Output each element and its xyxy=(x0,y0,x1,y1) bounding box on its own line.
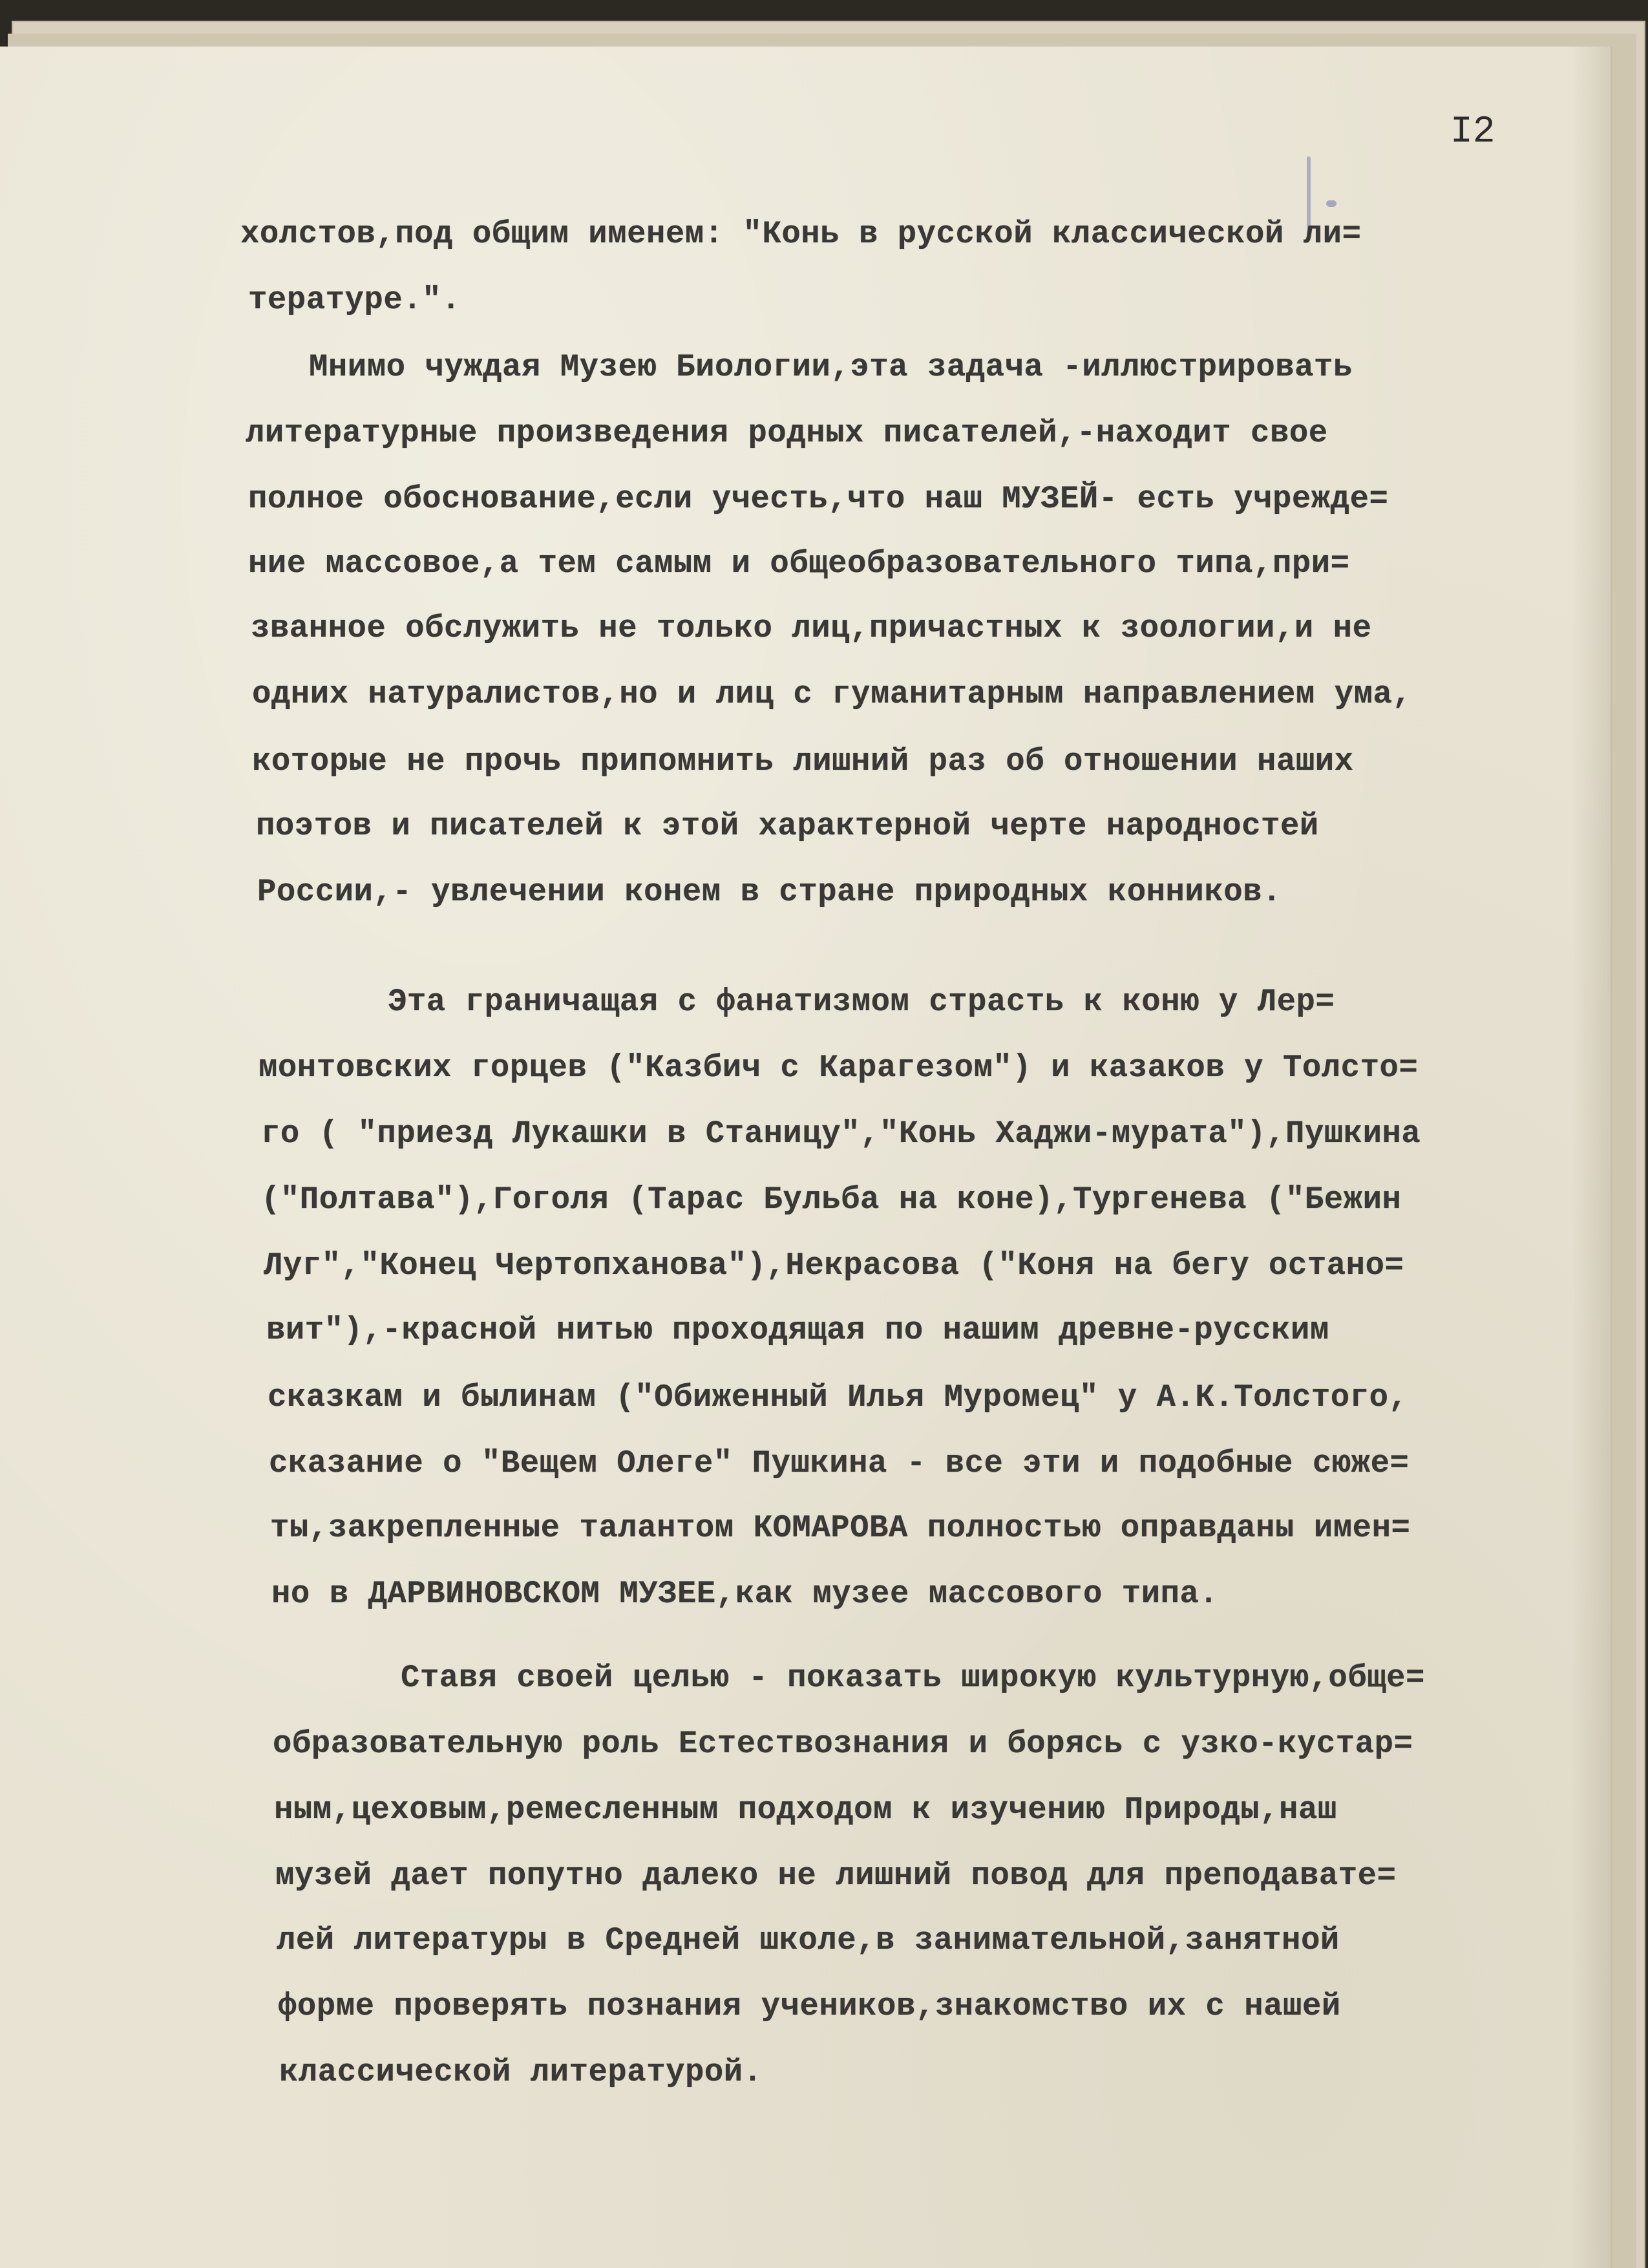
text-line: холстов,под общим именем: "Конь в русской классической ли= xyxy=(240,216,1362,252)
text-line: монтовских горцев ("Казбич с Карагезом") и казаков у Толсто= xyxy=(259,1050,1419,1086)
page-edge-shadow xyxy=(1572,47,1611,2268)
text-line: ("Полтава"),Гоголя (Тарас Бульба на коне),Тургенева ("Бежин xyxy=(261,1182,1402,1218)
text-line: вит"),-красной нитью проходящая по нашим древне-русским xyxy=(266,1312,1329,1348)
pencil-dot xyxy=(1326,200,1336,207)
text-line: Ставя своей целью - показать широкую культурную,обще= xyxy=(401,1660,1425,1696)
text-line: классической литературой. xyxy=(279,2054,763,2090)
text-line: России,- увлечении конем в стране природных конников. xyxy=(257,874,1282,910)
text-line: званное обслужить не только лиц,причастных к зоологии,и не xyxy=(251,610,1372,646)
text-line: тературе.". xyxy=(248,282,461,318)
text-line: Эта граничащая с фанатизмом страсть к коню у Лер= xyxy=(388,984,1335,1020)
text-line: го ( "приезд Лукашки в Станицу","Конь Хаджи-мурата"),Пушкина xyxy=(261,1116,1421,1152)
text-line: литературные произведения родных писателей,-находит свое xyxy=(246,415,1328,451)
text-line: поэтов и писателей к этой характерной черте народностей xyxy=(256,808,1319,844)
text-line: Мнимо чуждая Музею Биологии,эта задача -иллюстрировать xyxy=(309,349,1353,385)
text-line: которые не прочь припомнить лишний раз об отношении наших xyxy=(252,743,1354,779)
text-line: Луг","Конец Чертопханова"),Некрасова ("Коня на бегу остано= xyxy=(264,1247,1404,1284)
text-line: ты,закрепленные талантом КОМАРОВА полностью оправданы имен= xyxy=(270,1510,1411,1546)
text-line: сказание о "Вещем Олеге" Пушкина - все эти и подобные сюже= xyxy=(269,1445,1410,1481)
text-line: форме проверять познания учеников,знакомство их с нашей xyxy=(278,1988,1341,2024)
text-line: сказкам и былинам ("Обиженный Илья Муромец" у А.К.Толстого, xyxy=(268,1379,1408,1415)
text-line: образовательную роль Естествознания и борясь с узко-кустар= xyxy=(273,1726,1413,1762)
text-line: ным,цеховым,ремесленным подходом к изучению Природы,наш xyxy=(274,1792,1337,1828)
page-number: I2 xyxy=(1450,111,1495,153)
text-line: музей дает попутно далеко не лишний повод для преподавате= xyxy=(275,1858,1397,1894)
document-page xyxy=(0,47,1612,2268)
text-line: лей литературы в Средней школе,в занимательной,занятной xyxy=(277,1922,1340,1958)
text-line: ние массовое,а тем самым и общеобразовательного типа,при= xyxy=(248,546,1350,582)
text-line: одних натуралистов,но и лиц с гуманитарным направлением ума, xyxy=(252,676,1412,712)
text-line: но в ДАРВИНОВСКОМ МУЗЕЕ,как музее массового типа. xyxy=(271,1576,1219,1612)
text-line: полное обоснование,если учесть,что наш МУЗЕЙ- есть учрежде= xyxy=(248,481,1389,517)
